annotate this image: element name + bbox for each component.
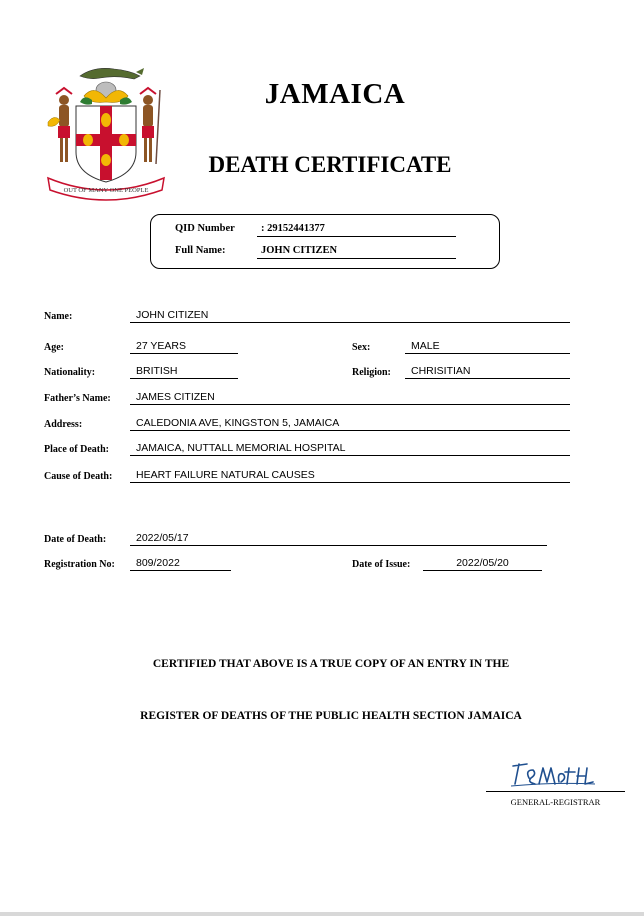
father-name-value: JAMES CITIZEN (130, 391, 570, 405)
cause-of-death-value: HEART FAILURE NATURAL CAUSES (130, 469, 570, 483)
address-value: CALEDONIA AVE, KINGSTON 5, JAMAICA (130, 417, 570, 431)
age-value: 27 YEARS (130, 340, 238, 354)
nationality-label: Nationality: (44, 367, 96, 378)
name-value: JOHN CITIZEN (130, 309, 570, 323)
signature-line (486, 791, 625, 792)
certification-line-1: CERTIFIED THAT ABOVE IS A TRUE COPY OF AN ENTRY IN THE (152, 658, 510, 670)
full-name-label: Full Name: (175, 245, 226, 256)
age-label: Age: (44, 342, 64, 353)
father-name-label: Father’s Name: (44, 393, 111, 404)
country-title: JAMAICA (264, 78, 406, 110)
svg-text:OUT OF MANY ONE PEOPLE: OUT OF MANY ONE PEOPLE (63, 187, 149, 194)
religion-value: CHRISITIAN (405, 365, 570, 379)
sex-value: MALE (405, 340, 570, 354)
nationality-value: BRITISH (130, 365, 238, 379)
name-label: Name: (44, 311, 73, 322)
page-edge (0, 912, 644, 916)
registration-label: Registration No: (44, 559, 115, 570)
sex-label: Sex: (352, 342, 371, 353)
date-of-issue-value: 2022/05/20 (423, 557, 542, 571)
address-label: Address: (44, 419, 83, 430)
qid-value: : 29152441377 (257, 221, 456, 237)
date-of-death-value: 2022/05/17 (130, 532, 547, 546)
certification-line-2: REGISTER OF DEATHS OF THE PUBLIC HEALTH SECTION JAMAICA (140, 710, 522, 722)
religion-label: Religion: (352, 367, 391, 378)
date-of-death-label: Date of Death: (44, 534, 107, 545)
document-title: DEATH CERTIFICATE (208, 152, 452, 177)
cause-of-death-label: Cause of Death: (44, 471, 113, 482)
registration-value: 809/2022 (130, 557, 231, 571)
full-name-value: JOHN CITIZEN (257, 243, 456, 259)
place-of-death-value: JAMAICA, NUTTALL MEMORIAL HOSPITAL (130, 442, 570, 456)
registrar-title: GENERAL-REGISTRAR (510, 797, 601, 807)
signature (485, 756, 625, 792)
id-box (150, 214, 500, 269)
date-of-issue-label: Date of Issue: (352, 559, 411, 570)
qid-label: QID Number (175, 223, 235, 234)
coat-of-arms (44, 60, 168, 202)
place-of-death-label: Place of Death: (44, 444, 109, 455)
